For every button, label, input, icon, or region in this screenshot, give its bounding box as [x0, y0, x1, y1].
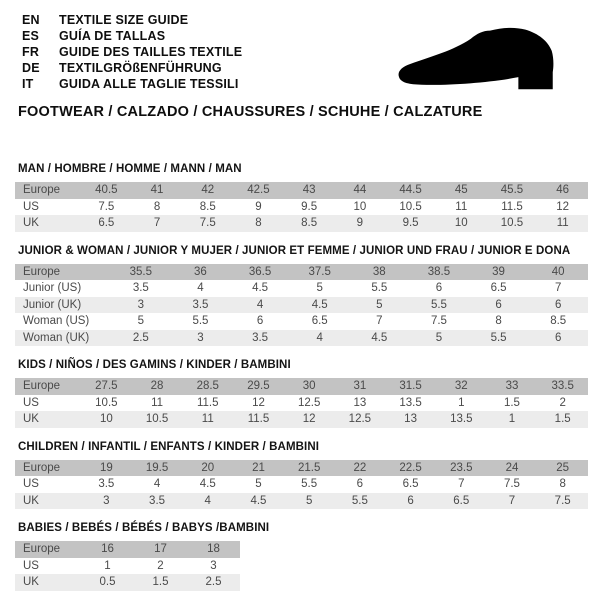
size-value: 6.5	[402, 478, 419, 490]
size-value: 19	[99, 461, 113, 474]
size-value: 10.5	[95, 396, 118, 409]
size-value: 20	[201, 461, 215, 474]
size-value: 17	[154, 543, 167, 555]
children-table	[15, 460, 588, 510]
size-value: 11	[455, 200, 468, 213]
size-value: 37.5	[308, 265, 331, 278]
language-title: GUIDE DES TAILLES TEXTILE	[59, 45, 243, 59]
size-value: 38	[372, 265, 386, 278]
row-label: Woman (US)	[23, 315, 90, 327]
size-value: 5	[435, 331, 443, 344]
size-value: 5	[305, 494, 313, 507]
size-value: 28.5	[196, 380, 219, 392]
size-value: 40.5	[95, 184, 118, 196]
table-row	[15, 476, 588, 493]
language-title: TEXTILE SIZE GUIDE	[59, 13, 189, 27]
row-label: UK	[23, 576, 39, 588]
size-value: 45.5	[500, 184, 524, 196]
language-title: TEXTILGRÖßENFÜHRUNG	[59, 61, 222, 75]
row-label: Junior (US)	[23, 282, 82, 294]
size-value: 8.5	[301, 217, 318, 229]
size-value: 0.5	[99, 576, 116, 588]
language-code: ES	[22, 29, 40, 43]
size-value: 9.5	[402, 217, 419, 229]
size-value: 2.5	[205, 576, 222, 588]
size-value: 5	[316, 282, 323, 294]
size-value: 22.5	[399, 461, 422, 474]
dress-shoe-icon	[394, 24, 576, 98]
size-value: 31.5	[399, 380, 422, 392]
table-row	[15, 558, 240, 575]
size-value: 4	[256, 298, 264, 311]
size-value: 2	[157, 559, 164, 572]
size-value: 6.5	[98, 217, 115, 229]
babies-title: BABIES / BEBÉS / BÉBÉS / BABYS /BAMBINI	[18, 522, 270, 534]
size-value: 10.5	[145, 413, 169, 425]
table-row	[15, 493, 588, 510]
size-value: 7.5	[98, 200, 115, 213]
size-value: 10	[353, 200, 367, 213]
kids-table	[15, 378, 588, 428]
size-value: 13	[404, 413, 417, 425]
row-label: Junior (UK)	[23, 298, 82, 311]
size-value: 3.5	[98, 478, 115, 490]
size-value: 10	[99, 413, 113, 425]
size-value: 6	[554, 298, 562, 311]
size-value: 4.5	[199, 478, 216, 490]
size-value: 8	[255, 217, 262, 229]
size-value: 7	[458, 478, 465, 490]
table-row	[15, 411, 588, 428]
size-value: 7	[554, 282, 562, 294]
size-value: 7.5	[430, 315, 447, 327]
size-value: 1.5	[554, 413, 571, 425]
table-row	[15, 378, 588, 395]
size-value: 3	[197, 331, 204, 344]
table-row	[15, 297, 588, 314]
size-value: 44	[353, 184, 367, 196]
size-value: 33.5	[551, 380, 574, 392]
row-label: US	[23, 559, 39, 572]
size-value: 3	[103, 494, 110, 507]
language-code: FR	[22, 45, 40, 59]
language-row	[22, 60, 242, 76]
row-label: UK	[23, 217, 39, 229]
row-label: UK	[23, 494, 39, 507]
size-tables	[15, 163, 588, 600]
size-value: 18	[207, 543, 220, 555]
row-label: US	[23, 396, 39, 409]
size-value: 4.5	[311, 298, 328, 311]
size-value: 3.5	[132, 282, 149, 294]
size-value: 16	[101, 543, 114, 555]
row-label: Europe	[23, 265, 61, 278]
language-row	[22, 12, 242, 28]
size-value: 7.5	[554, 494, 571, 507]
size-value: 8	[495, 315, 502, 327]
size-value: 43	[302, 184, 316, 196]
size-value: 6	[407, 494, 414, 507]
size-value: 5	[137, 315, 145, 327]
size-value: 7	[376, 315, 383, 327]
size-value: 2	[559, 396, 566, 409]
language-title: GUIDA ALLE TAGLIE TESSILI	[59, 77, 239, 91]
size-value: 3.5	[252, 331, 269, 344]
size-value: 35.5	[129, 265, 152, 278]
size-value: 6.5	[490, 282, 507, 294]
table-row	[15, 541, 240, 558]
size-value: 38.5	[427, 265, 451, 278]
size-value: 4	[197, 282, 204, 294]
language-code: DE	[22, 61, 40, 75]
size-value: 3	[137, 298, 145, 311]
size-value: 11.5	[501, 200, 523, 213]
row-label: UK	[23, 413, 39, 425]
table-row	[15, 264, 588, 281]
size-value: 30	[302, 380, 316, 392]
size-value: 3.5	[192, 298, 209, 311]
size-value: 4.5	[250, 494, 267, 507]
man-section	[15, 163, 588, 232]
size-value: 9	[356, 217, 364, 229]
row-label: Europe	[23, 461, 61, 474]
size-value: 1	[104, 559, 111, 572]
size-value: 7	[508, 494, 516, 507]
row-label: Europe	[23, 380, 61, 392]
language-list	[22, 12, 242, 92]
size-value: 11	[201, 413, 214, 425]
size-value: 1.5	[503, 396, 520, 409]
size-value: 36.5	[248, 265, 272, 278]
row-label: US	[23, 478, 39, 490]
table-row	[15, 215, 588, 232]
table-row	[15, 330, 588, 347]
language-row	[22, 76, 242, 92]
size-value: 6.5	[311, 315, 328, 327]
children-title: CHILDREN / INFANTIL / ENFANTS / KINDER / BAMBINI	[18, 440, 320, 453]
size-value: 42	[201, 184, 215, 196]
size-value: 46	[556, 184, 570, 196]
language-code: IT	[22, 77, 34, 91]
size-value: 11.5	[196, 396, 219, 409]
size-value: 12.5	[348, 413, 372, 425]
babies-table	[15, 541, 240, 591]
size-value: 5	[255, 478, 262, 490]
size-value: 4.5	[371, 331, 388, 344]
size-value: 6	[256, 315, 264, 327]
babies-section	[15, 522, 588, 591]
size-value: 6	[356, 478, 364, 490]
size-value: 36	[194, 265, 207, 278]
junior-woman-title: JUNIOR & WOMAN / JUNIOR Y MUJER / JUNIOR ET FEMME / JUNIOR UND FRAU / JUNIOR E DONA	[18, 244, 571, 257]
size-value: 9	[255, 200, 262, 213]
size-value: 12	[556, 200, 570, 213]
size-value: 7.5	[199, 217, 216, 229]
language-row	[22, 28, 242, 44]
size-value: 31	[353, 380, 367, 392]
size-value: 32	[454, 380, 468, 392]
size-value: 28	[150, 380, 164, 392]
kids-title: KIDS / NIÑOS / DES GAMINS / KINDER / BAMBINI	[18, 359, 291, 371]
size-value: 1	[508, 413, 516, 425]
table-row	[15, 199, 588, 216]
size-value: 45	[454, 184, 468, 196]
size-value: 23.5	[450, 461, 473, 474]
size-value: 8	[153, 200, 161, 213]
size-value: 21	[252, 461, 265, 474]
man-table	[15, 182, 588, 232]
row-label: US	[23, 200, 39, 213]
size-value: 19.5	[145, 461, 169, 474]
size-value: 41	[150, 184, 164, 196]
table-row	[15, 182, 588, 199]
size-value: 5.5	[192, 315, 209, 327]
size-value: 22	[353, 461, 367, 474]
size-value: 8.5	[199, 200, 216, 213]
table-row	[15, 460, 588, 477]
size-value: 8.5	[550, 315, 567, 327]
size-value: 8	[559, 478, 566, 490]
kids-section	[15, 359, 588, 428]
man-title: MAN / HOMBRE / HOMME / MANN / MAN	[18, 163, 242, 175]
row-label: Europe	[23, 184, 61, 196]
size-value: 7	[153, 217, 161, 229]
size-value: 12.5	[297, 396, 321, 409]
table-row	[15, 574, 240, 591]
size-value: 11	[151, 396, 164, 409]
size-value: 1	[458, 396, 465, 409]
size-value: 3.5	[149, 494, 166, 507]
size-value: 10	[454, 217, 468, 229]
size-value: 13.5	[399, 396, 422, 409]
size-value: 5.5	[301, 478, 318, 490]
language-code: EN	[22, 13, 40, 27]
size-value: 4	[153, 478, 161, 490]
size-value: 12	[302, 413, 316, 425]
size-value: 10.5	[500, 217, 524, 229]
junior-woman-table	[15, 264, 588, 347]
size-value: 2.5	[132, 331, 149, 344]
size-value: 4	[204, 494, 211, 507]
size-value: 9.5	[301, 200, 318, 213]
category-title: FOOTWEAR / CALZADO / CHAUSSURES / SCHUHE / CALZATURE	[18, 104, 483, 120]
junior-woman-section	[15, 245, 588, 347]
size-value: 21.5	[297, 461, 321, 474]
size-value: 5	[376, 298, 383, 311]
size-value: 4	[316, 331, 323, 344]
size-value: 6.5	[453, 494, 470, 507]
size-value: 5.5	[430, 298, 447, 311]
size-value: 1.5	[152, 576, 169, 588]
language-title: GUÍA DE TALLAS	[59, 29, 166, 43]
row-label: Woman (UK)	[23, 331, 90, 344]
size-value: 10.5	[399, 200, 422, 213]
size-value: 29.5	[247, 380, 270, 392]
size-value: 6	[435, 282, 443, 294]
size-value: 27.5	[95, 380, 118, 392]
table-row	[15, 280, 588, 297]
table-row	[15, 395, 588, 412]
size-value: 13.5	[450, 413, 473, 425]
size-value: 4.5	[252, 282, 269, 294]
table-row	[15, 313, 588, 330]
size-value: 3	[210, 559, 217, 572]
size-value: 24	[505, 461, 519, 474]
size-value: 6	[495, 298, 502, 311]
size-value: 33	[505, 380, 519, 392]
size-value: 12	[252, 396, 265, 409]
children-section	[15, 441, 588, 510]
size-value: 42.5	[247, 184, 270, 196]
size-value: 5.5	[490, 331, 507, 344]
size-value: 7.5	[503, 478, 520, 490]
size-value: 44.5	[399, 184, 422, 196]
size-value: 11.5	[247, 413, 270, 425]
size-value: 40	[551, 265, 565, 278]
size-value: 13	[353, 396, 367, 409]
size-value: 11	[556, 217, 569, 229]
size-value: 25	[556, 461, 570, 474]
language-row	[22, 44, 242, 60]
row-label: Europe	[23, 543, 61, 555]
size-value: 6	[554, 331, 562, 344]
size-value: 39	[492, 265, 505, 278]
size-value: 5.5	[351, 494, 368, 507]
size-value: 5.5	[371, 282, 388, 294]
